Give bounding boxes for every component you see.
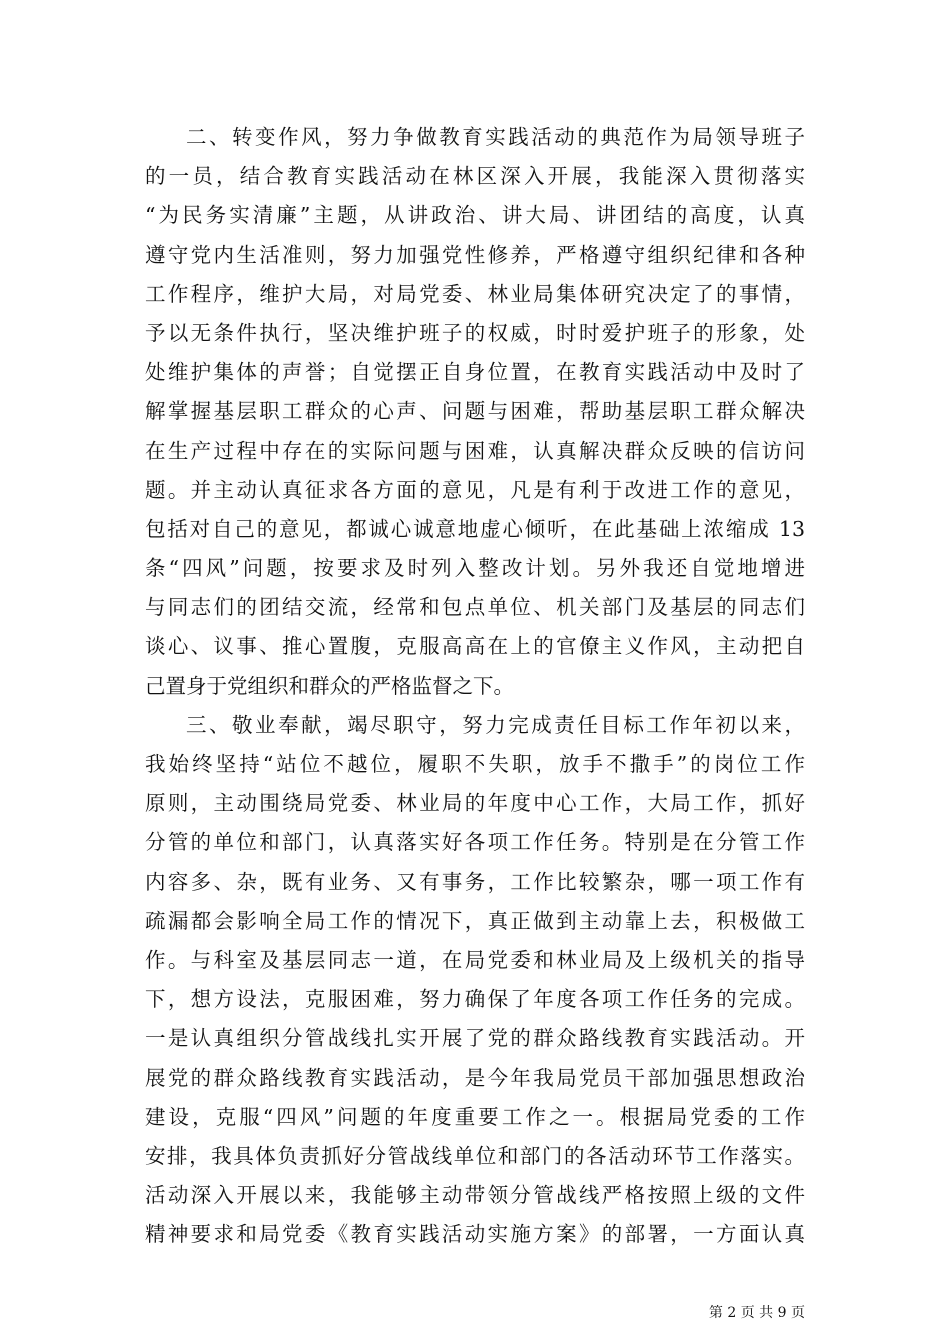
text-line: 在生产过程中存在的实际问题与困难，认真解决群众反映的信访问 bbox=[145, 438, 805, 463]
text-line: 解掌握基层职工群众的心声、问题与困难，帮助基层职工群众解决 bbox=[145, 399, 805, 424]
text-line: “为民务实清廉”主题，从讲政治、讲大局、讲团结的高度，认真 bbox=[145, 203, 805, 228]
text-line: 展党的群众路线教育实践活动，是今年我局党员干部加强思想政治 bbox=[145, 1065, 805, 1090]
text-line: 原则，主动围绕局党委、林业局的年度中心工作，大局工作，抓好 bbox=[145, 791, 805, 816]
page-number-footer: 第 2 页 共 9 页 bbox=[708, 1305, 805, 1321]
text-line: 作。与科室及基层同志一道，在局党委和林业局及上级机关的指导 bbox=[145, 947, 805, 972]
text-line: 二、转变作风，努力争做教育实践活动的典范作为局领导班子 bbox=[186, 125, 805, 149]
text-line: 条“四风”问题，按要求及时列入整改计划。另外我还自觉地增进 bbox=[145, 556, 805, 581]
text-line: 予以无条件执行，坚决维护班子的权威，时时爱护班子的形象，处 bbox=[145, 320, 805, 345]
text-line: 一是认真组织分管战线扎实开展了党的群众路线教育实践活动。开 bbox=[145, 1026, 805, 1051]
text-line: 内容多、杂，既有业务、又有事务，工作比较繁杂，哪一项工作有 bbox=[145, 869, 805, 894]
text-line: 分管的单位和部门，认真落实好各项工作任务。特别是在分管工作 bbox=[145, 830, 805, 855]
text-line: 建设，克服“四风”问题的年度重要工作之一。根据局党委的工作 bbox=[145, 1104, 805, 1129]
text-line: 的一员，结合教育实践活动在林区深入开展，我能深入贯彻落实 bbox=[145, 164, 805, 189]
text-line: 谈心、议事、推心置腹，克服高高在上的官僚主义作风，主动把自 bbox=[145, 634, 805, 659]
text-line: 处维护集体的声誉；自觉摆正自身位置，在教育实践活动中及时了 bbox=[145, 360, 805, 385]
text-line: 包括对自己的意见，都诚心诚意地虚心倾听，在此基础上浓缩成 13 bbox=[145, 516, 805, 541]
text-line: 疏漏都会影响全局工作的情况下，真正做到主动靠上去，积极做工 bbox=[145, 908, 805, 933]
text-line: 我始终坚持“站位不越位，履职不失职，放手不撒手”的岗位工作 bbox=[145, 752, 805, 776]
text-line: 题。并主动认真征求各方面的意见，凡是有利于改进工作的意见， bbox=[145, 477, 805, 502]
text-line: 下，想方设法，克服困难，努力确保了年度各项工作任务的完成。 bbox=[145, 987, 805, 1012]
text-line: 遵守党内生活准则，努力加强党性修养，严格遵守组织纪律和各种 bbox=[145, 242, 805, 267]
text-line: 与同志们的团结交流，经常和包点单位、机关部门及基层的同志们 bbox=[145, 595, 805, 620]
text-line: 工作程序，维护大局，对局党委、林业局集体研究决定了的事情， bbox=[145, 281, 805, 306]
text-line: 三、敬业奉献，竭尽职守，努力完成责任目标工作年初以来， bbox=[186, 712, 805, 737]
text-line: 活动深入开展以来，我能够主动带领分管战线严格按照上级的文件 bbox=[145, 1183, 805, 1208]
document-body bbox=[145, 118, 805, 1254]
text-line: 精神要求和局党委《教育实践活动实施方案》的部署，一方面认真 bbox=[145, 1222, 805, 1247]
text-line: 安排，我具体负责抓好分管战线单位和部门的各活动环节工作落实。 bbox=[145, 1143, 805, 1168]
text-line: 己置身于党组织和群众的严格监督之下。 bbox=[145, 673, 514, 698]
